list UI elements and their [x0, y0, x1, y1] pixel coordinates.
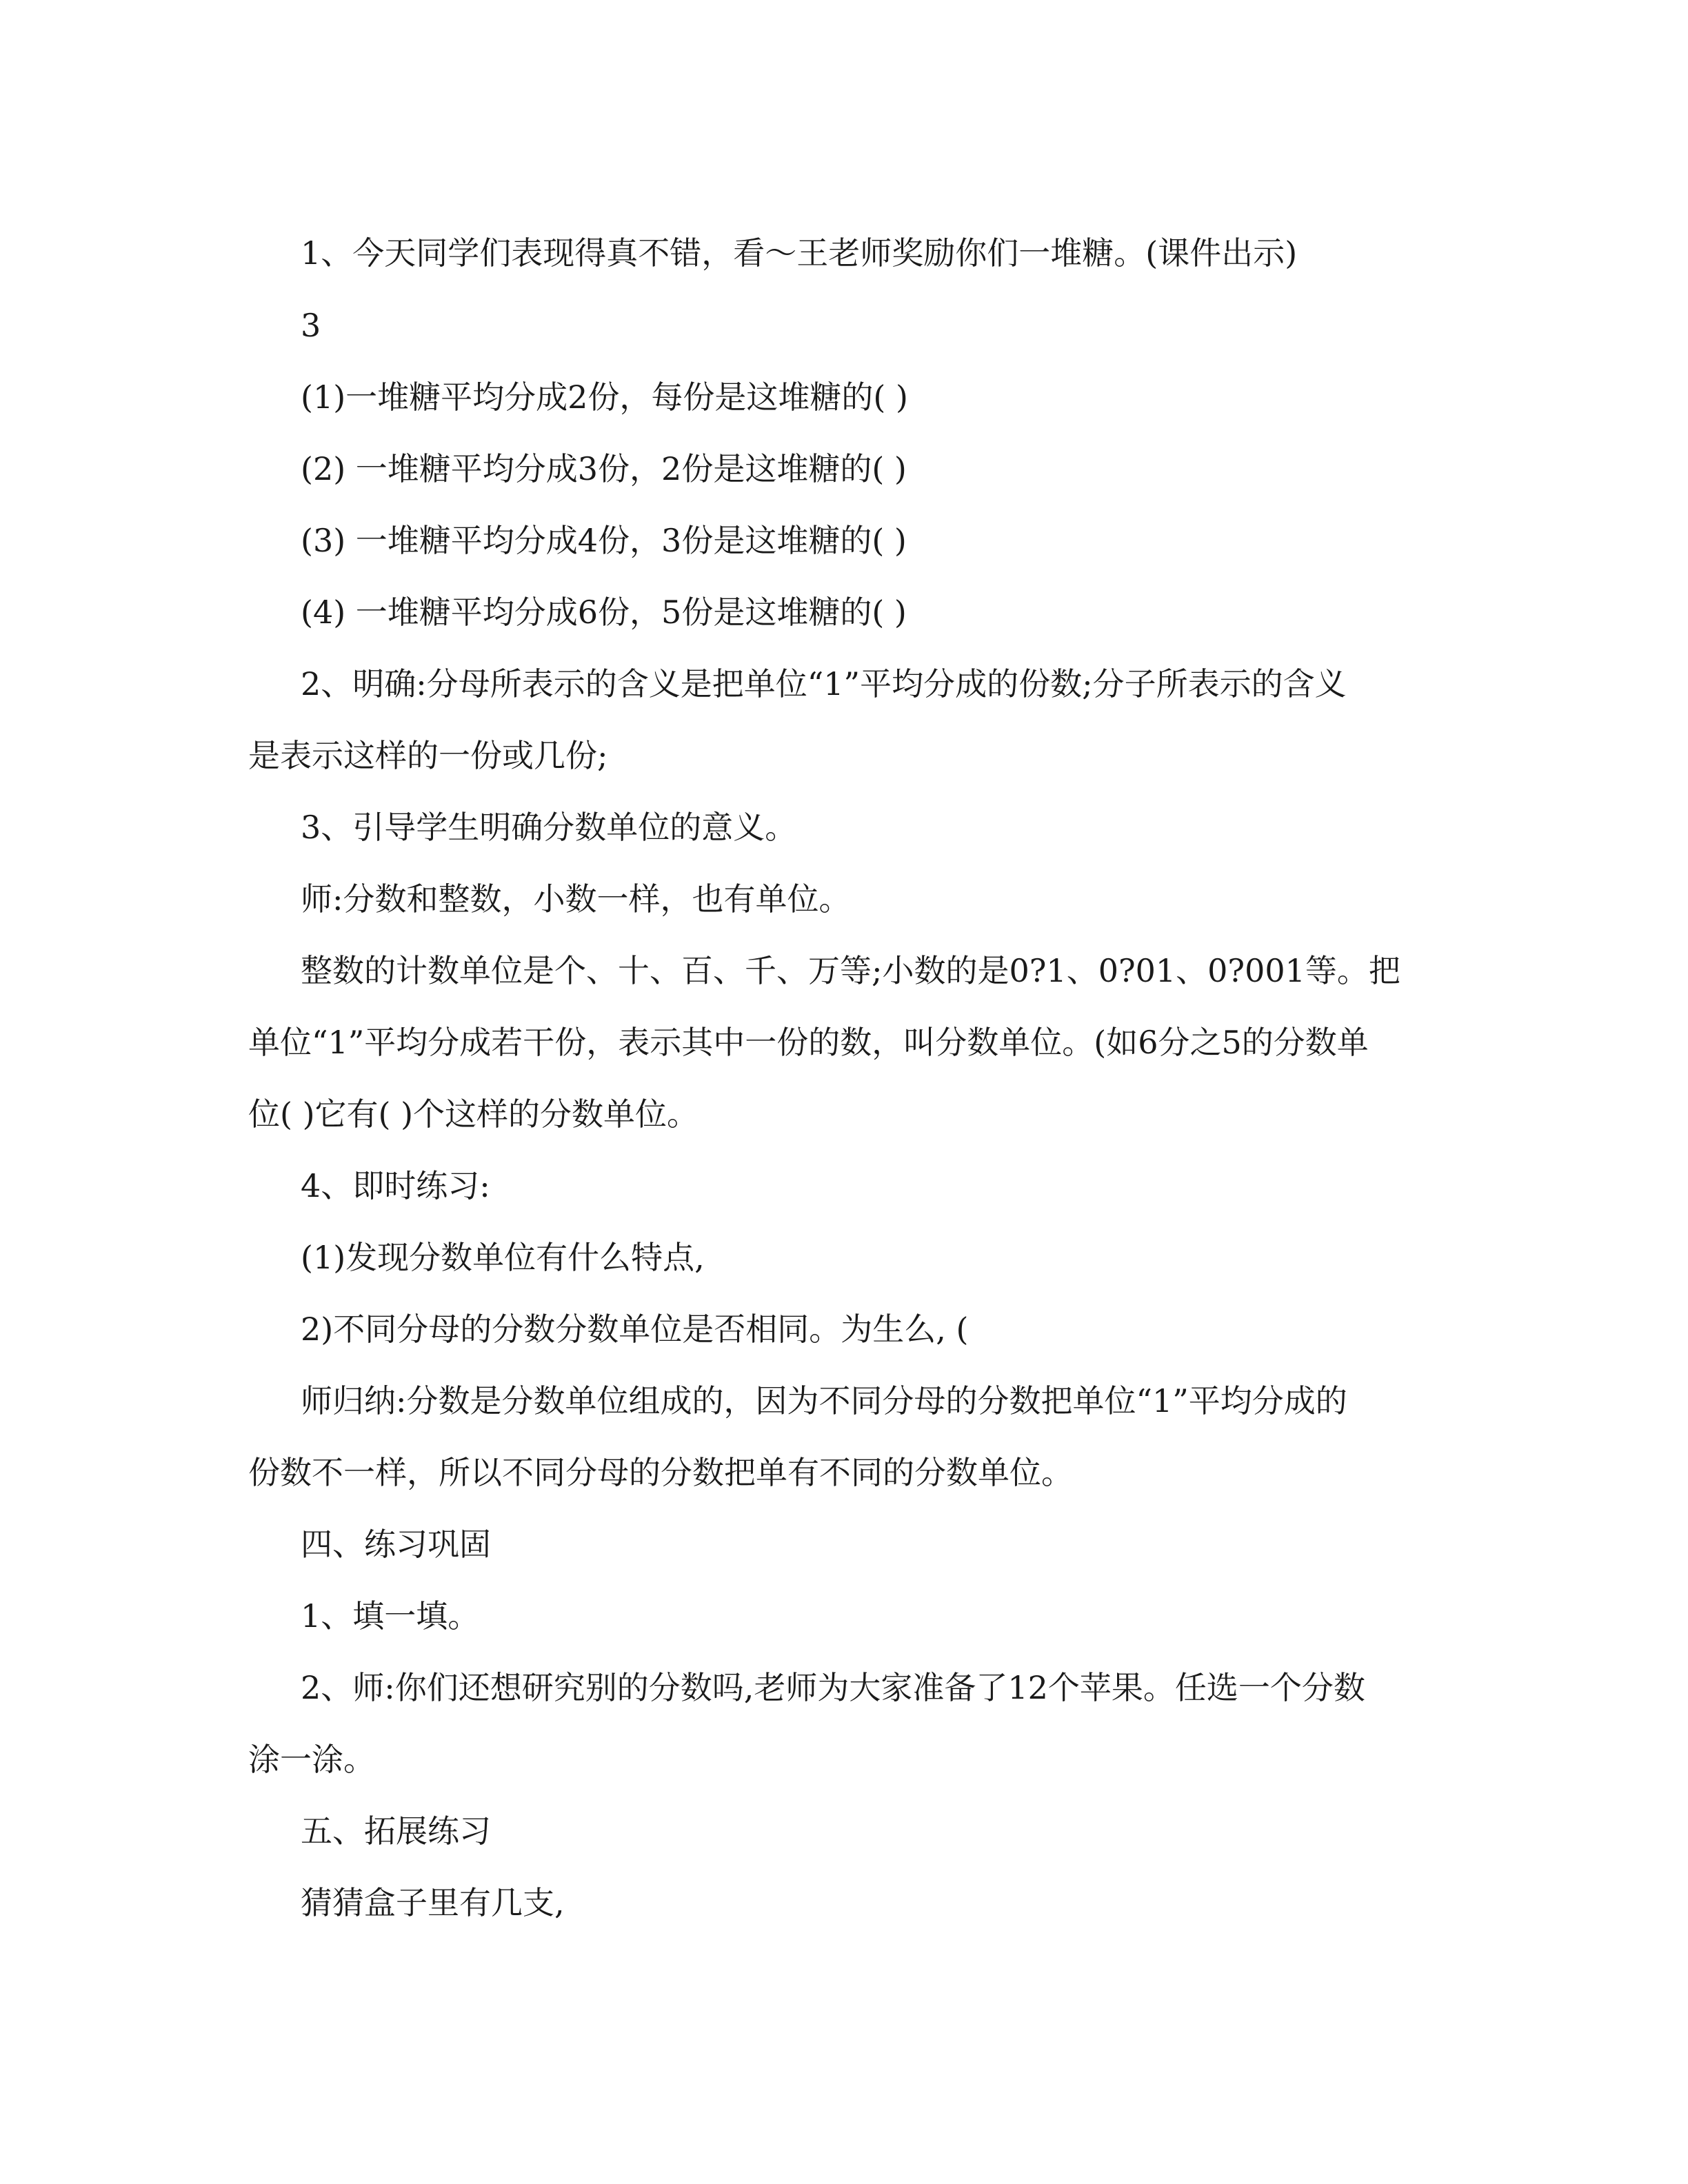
text-line: (4) 一堆糖平均分成6份，5份是这堆糖的( ) [301, 594, 907, 631]
text-line: 涂一涂。 [248, 1741, 375, 1778]
text-line: 3 [301, 307, 321, 344]
text-line: 2、师:你们还想研究别的分数吗,老师为大家准备了12个苹果。任选一个分数 [301, 1669, 1365, 1706]
text-line: 师:分数和整数，小数一样，也有单位。 [301, 880, 851, 918]
text-line: 4、即时练习: [301, 1167, 490, 1204]
text-line: 师归纳:分数是分数单位组成的，因为不同分母的分数把单位“1”平均分成的 [301, 1382, 1347, 1419]
text-line: 整数的计数单位是个、十、百、千、万等;小数的是0?1、0?01、0?001等。把 [301, 952, 1400, 989]
text-line: 单位“1”平均分成若干份，表示其中一份的数，叫分数单位。(如6分之5的分数单 [248, 1024, 1369, 1061]
text-line: 2、明确:分母所表示的含义是把单位“1”平均分成的份数;分子所表示的含义 [301, 665, 1347, 702]
text-line: 3、引导学生明确分数单位的意义。 [301, 809, 797, 846]
text-line: 1、今天同学们表现得真不错，看～王老师奖励你们一堆糖。(课件出示) [301, 234, 1298, 272]
text-line: (1)发现分数单位有什么特点, [301, 1239, 705, 1276]
text-line: 是表示这样的一份或几份; [248, 737, 608, 774]
text-line: 份数不一样，所以不同分母的分数把单有不同的分数单位。 [248, 1454, 1073, 1491]
text-line: 五、拓展练习 [301, 1812, 491, 1850]
text-line: 四、练习巩固 [301, 1526, 491, 1563]
text-line: 2)不同分母的分数分数单位是否相同。为生么, ( [301, 1311, 969, 1348]
text-line: (1)一堆糖平均分成2份，每份是这堆糖的( ) [301, 378, 908, 416]
text-line: (2) 一堆糖平均分成3份，2份是这堆糖的( ) [301, 450, 907, 487]
text-line: (3) 一堆糖平均分成4份，3份是这堆糖的( ) [301, 522, 907, 559]
text-line: 猜猜盒子里有几支, [301, 1884, 565, 1921]
text-line: 位( )它有( )个这样的分数单位。 [248, 1095, 699, 1133]
text-line: 1、填一填。 [301, 1597, 480, 1635]
